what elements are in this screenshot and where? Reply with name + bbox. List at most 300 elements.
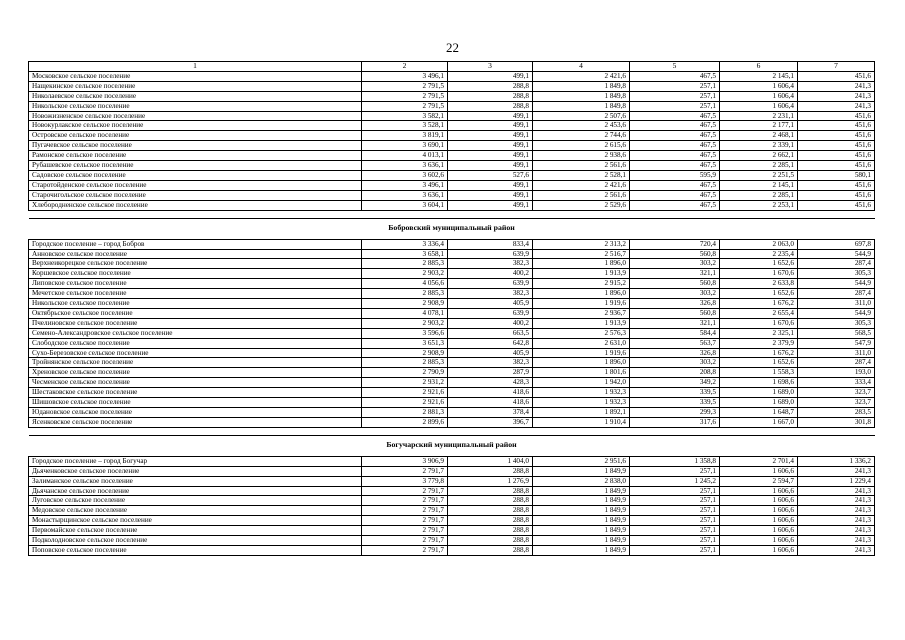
value-cell-col2: 3 596,6 xyxy=(362,328,448,338)
value-cell-col3: 288,8 xyxy=(448,526,533,536)
page-number: 22 xyxy=(446,40,459,55)
value-cell-col2: 2 791,7 xyxy=(362,496,448,506)
value-cell-col6: 2 468,1 xyxy=(720,131,798,141)
value-cell-col7: 451,6 xyxy=(798,190,875,200)
value-cell-col6: 1 689,0 xyxy=(720,398,798,408)
value-cell-col6: 2 235,4 xyxy=(720,249,798,259)
value-cell-col7: 544,9 xyxy=(798,279,875,289)
value-cell-col3: 1 276,9 xyxy=(448,476,533,486)
value-cell-col4: 2 838,0 xyxy=(533,476,630,486)
value-cell-col7: 568,5 xyxy=(798,328,875,338)
value-cell-col3: 288,8 xyxy=(448,506,533,516)
value-cell-col3: 428,3 xyxy=(448,378,533,388)
value-cell-col4: 1 849,8 xyxy=(533,91,630,101)
value-cell-col4: 2 936,7 xyxy=(533,308,630,318)
value-cell-col5: 303,2 xyxy=(630,358,720,368)
value-cell-col4: 1 942,0 xyxy=(533,378,630,388)
value-cell-col5: 339,5 xyxy=(630,388,720,398)
value-cell-col5: 349,2 xyxy=(630,378,720,388)
value-cell-col4: 1 849,9 xyxy=(533,466,630,476)
value-cell-col2: 4 056,6 xyxy=(362,279,448,289)
value-cell-col4: 2 421,6 xyxy=(533,71,630,81)
value-cell-col2: 2 908,9 xyxy=(362,348,448,358)
settlement-name: Рубашевское сельское поселение xyxy=(29,161,362,171)
settlement-name: Ясенковское сельское поселение xyxy=(29,417,362,427)
value-cell-col5: 299,3 xyxy=(630,408,720,418)
value-cell-col4: 1 932,3 xyxy=(533,398,630,408)
value-cell-col2: 2 790,9 xyxy=(362,368,448,378)
value-cell-col3: 396,7 xyxy=(448,417,533,427)
settlement-name: Хреновское сельское поселение xyxy=(29,368,362,378)
table-row xyxy=(29,318,875,328)
value-cell-col4: 1 919,6 xyxy=(533,348,630,358)
value-cell-col4: 1 849,9 xyxy=(533,496,630,506)
settlement-name: Верхнеикорецкое сельское поселение xyxy=(29,259,362,269)
value-cell-col7: 451,6 xyxy=(798,131,875,141)
value-cell-col3: 382,3 xyxy=(448,289,533,299)
value-cell-col7: 1 229,4 xyxy=(798,476,875,486)
value-cell-col3: 639,9 xyxy=(448,308,533,318)
value-cell-col6: 1 606,6 xyxy=(720,536,798,546)
value-cell-col4: 1 896,0 xyxy=(533,289,630,299)
value-cell-col3: 639,9 xyxy=(448,249,533,259)
value-cell-col4: 2 915,2 xyxy=(533,279,630,289)
settlement-name: Николаевское сельское поселение xyxy=(29,91,362,101)
value-cell-col5: 303,2 xyxy=(630,259,720,269)
value-cell-col5: 467,5 xyxy=(630,190,720,200)
value-cell-col4: 1 849,9 xyxy=(533,486,630,496)
value-cell-col2: 2 885,3 xyxy=(362,259,448,269)
value-cell-col7: 323,7 xyxy=(798,398,875,408)
settlement-name: Хлебородненское сельское поселение xyxy=(29,200,362,210)
table-body xyxy=(29,71,875,555)
table-row xyxy=(29,496,875,506)
value-cell-col2: 3 528,1 xyxy=(362,121,448,131)
value-cell-col3: 288,8 xyxy=(448,101,533,111)
value-cell-col6: 1 606,6 xyxy=(720,516,798,526)
value-cell-col2: 2 791,5 xyxy=(362,81,448,91)
value-cell-col7: 305,3 xyxy=(798,318,875,328)
value-cell-col3: 642,8 xyxy=(448,338,533,348)
settlement-name: Чесменское сельское поселение xyxy=(29,378,362,388)
value-cell-col6: 1 667,0 xyxy=(720,417,798,427)
value-cell-col5: 321,1 xyxy=(630,318,720,328)
value-cell-col2: 2 908,9 xyxy=(362,299,448,309)
value-cell-col4: 1 849,9 xyxy=(533,516,630,526)
value-cell-col4: 2 576,3 xyxy=(533,328,630,338)
settlement-name: Дьяченковское сельское поселение xyxy=(29,466,362,476)
value-cell-col4: 2 744,6 xyxy=(533,131,630,141)
value-cell-col3: 287,9 xyxy=(448,368,533,378)
value-cell-col2: 3 496,1 xyxy=(362,180,448,190)
value-cell-col4: 2 561,6 xyxy=(533,190,630,200)
value-cell-col2: 2 903,2 xyxy=(362,269,448,279)
value-cell-col2: 3 636,1 xyxy=(362,161,448,171)
settlement-name: Анновское сельское поселение xyxy=(29,249,362,259)
value-cell-col7: 241,3 xyxy=(798,506,875,516)
table-row xyxy=(29,131,875,141)
value-cell-col7: 287,4 xyxy=(798,358,875,368)
value-cell-col4: 2 951,6 xyxy=(533,456,630,466)
table-row xyxy=(29,239,875,249)
settlement-name: Островское сельское поселение xyxy=(29,131,362,141)
value-cell-col7: 547,9 xyxy=(798,338,875,348)
value-cell-col5: 339,5 xyxy=(630,398,720,408)
value-cell-col4: 2 615,6 xyxy=(533,141,630,151)
value-cell-col7: 287,4 xyxy=(798,259,875,269)
value-cell-col7: 451,6 xyxy=(798,200,875,210)
table-row xyxy=(29,328,875,338)
value-cell-col6: 1 606,6 xyxy=(720,526,798,536)
value-cell-col4: 1 849,9 xyxy=(533,545,630,555)
settlement-name: Московское сельское поселение xyxy=(29,71,362,81)
value-cell-col7: 301,8 xyxy=(798,417,875,427)
value-cell-col6: 2 145,1 xyxy=(720,71,798,81)
value-cell-col7: 697,8 xyxy=(798,239,875,249)
value-cell-col6: 2 251,5 xyxy=(720,170,798,180)
value-cell-col5: 257,1 xyxy=(630,536,720,546)
value-cell-col3: 499,1 xyxy=(448,161,533,171)
value-cell-col3: 499,1 xyxy=(448,180,533,190)
value-cell-col7: 323,7 xyxy=(798,388,875,398)
value-cell-col3: 1 404,0 xyxy=(448,456,533,466)
value-cell-col6: 2 379,9 xyxy=(720,338,798,348)
value-cell-col5: 326,8 xyxy=(630,299,720,309)
value-cell-col3: 499,1 xyxy=(448,111,533,121)
value-cell-col2: 2 885,3 xyxy=(362,289,448,299)
settlement-name: Октябрьское сельское поселение xyxy=(29,308,362,318)
value-cell-col7: 544,9 xyxy=(798,308,875,318)
value-cell-col7: 451,6 xyxy=(798,111,875,121)
value-cell-col5: 467,5 xyxy=(630,180,720,190)
value-cell-col5: 257,1 xyxy=(630,101,720,111)
value-cell-col3: 499,1 xyxy=(448,151,533,161)
value-cell-col2: 2 921,6 xyxy=(362,398,448,408)
column-header: 6 xyxy=(720,62,798,72)
column-header: 3 xyxy=(448,62,533,72)
value-cell-col5: 467,5 xyxy=(630,161,720,171)
value-cell-col5: 467,5 xyxy=(630,111,720,121)
value-cell-col6: 1 689,0 xyxy=(720,388,798,398)
table-row xyxy=(29,289,875,299)
value-cell-col6: 1 652,6 xyxy=(720,358,798,368)
value-cell-col6: 1 606,6 xyxy=(720,506,798,516)
value-cell-col7: 311,0 xyxy=(798,348,875,358)
district-heading-row xyxy=(29,435,875,456)
table-row xyxy=(29,368,875,378)
value-cell-col6: 1 670,6 xyxy=(720,269,798,279)
value-cell-col3: 499,1 xyxy=(448,190,533,200)
spacer-row xyxy=(29,427,875,435)
value-cell-col7: 241,3 xyxy=(798,516,875,526)
table-row xyxy=(29,388,875,398)
table-row xyxy=(29,121,875,131)
value-cell-col5: 257,1 xyxy=(630,516,720,526)
value-cell-col2: 3 819,1 xyxy=(362,131,448,141)
value-cell-col2: 3 602,6 xyxy=(362,170,448,180)
value-cell-col7: 305,3 xyxy=(798,269,875,279)
value-cell-col5: 467,5 xyxy=(630,131,720,141)
value-cell-col6: 1 606,4 xyxy=(720,91,798,101)
settlement-name: Залиманское сельское поселение xyxy=(29,476,362,486)
settlement-name: Медовское сельское поселение xyxy=(29,506,362,516)
value-cell-col5: 563,7 xyxy=(630,338,720,348)
settlement-name: Нащекинское сельское поселение xyxy=(29,81,362,91)
value-cell-col7: 241,3 xyxy=(798,496,875,506)
value-cell-col3: 405,9 xyxy=(448,348,533,358)
settlement-name: Коршевское сельское поселение xyxy=(29,269,362,279)
value-cell-col3: 663,5 xyxy=(448,328,533,338)
value-cell-col4: 1 849,9 xyxy=(533,526,630,536)
value-cell-col6: 2 253,1 xyxy=(720,200,798,210)
value-cell-col4: 1 913,9 xyxy=(533,269,630,279)
value-cell-col5: 326,8 xyxy=(630,348,720,358)
value-cell-col2: 2 881,3 xyxy=(362,408,448,418)
settlement-name: Никольское сельское поселение xyxy=(29,101,362,111)
value-cell-col6: 1 606,6 xyxy=(720,486,798,496)
settlement-name: Луговское сельское поселение xyxy=(29,496,362,506)
district-heading: Богучарский муниципальный район xyxy=(29,435,875,456)
value-cell-col6: 2 339,1 xyxy=(720,141,798,151)
table-row xyxy=(29,71,875,81)
value-cell-col6: 2 231,1 xyxy=(720,111,798,121)
value-cell-col4: 2 313,2 xyxy=(533,239,630,249)
value-cell-col4: 1 892,1 xyxy=(533,408,630,418)
value-cell-col7: 241,3 xyxy=(798,466,875,476)
table-row xyxy=(29,249,875,259)
district-heading-row xyxy=(29,218,875,239)
value-cell-col5: 257,1 xyxy=(630,526,720,536)
value-cell-col7: 580,1 xyxy=(798,170,875,180)
column-header: 2 xyxy=(362,62,448,72)
value-cell-col6: 1 648,7 xyxy=(720,408,798,418)
value-cell-col4: 1 849,9 xyxy=(533,506,630,516)
value-cell-col5: 208,8 xyxy=(630,368,720,378)
settlement-name: Тройнянское сельское поселение xyxy=(29,358,362,368)
value-cell-col7: 241,3 xyxy=(798,545,875,555)
value-cell-col2: 3 604,1 xyxy=(362,200,448,210)
value-cell-col5: 467,5 xyxy=(630,121,720,131)
value-cell-col6: 1 670,6 xyxy=(720,318,798,328)
value-cell-col5: 321,1 xyxy=(630,269,720,279)
value-cell-col4: 2 631,0 xyxy=(533,338,630,348)
value-cell-col5: 595,9 xyxy=(630,170,720,180)
value-cell-col6: 1 606,6 xyxy=(720,496,798,506)
settlement-name: Шестаковское сельское поселение xyxy=(29,388,362,398)
value-cell-col7: 451,6 xyxy=(798,71,875,81)
table-row xyxy=(29,536,875,546)
value-cell-col4: 2 529,6 xyxy=(533,200,630,210)
header-row xyxy=(29,62,875,72)
table-row xyxy=(29,545,875,555)
settlement-name: Подколодновское сельское поселение xyxy=(29,536,362,546)
value-cell-col2: 2 899,6 xyxy=(362,417,448,427)
settlement-name: Дьячанское сельское поселение xyxy=(29,486,362,496)
value-cell-col4: 1 910,4 xyxy=(533,417,630,427)
value-cell-col4: 2 453,6 xyxy=(533,121,630,131)
table-row xyxy=(29,516,875,526)
value-cell-col6: 2 285,1 xyxy=(720,161,798,171)
value-cell-col2: 3 496,1 xyxy=(362,71,448,81)
value-cell-col4: 1 801,6 xyxy=(533,368,630,378)
value-cell-col3: 288,8 xyxy=(448,91,533,101)
value-cell-col6: 2 594,7 xyxy=(720,476,798,486)
value-cell-col5: 467,5 xyxy=(630,151,720,161)
value-cell-col5: 257,1 xyxy=(630,496,720,506)
value-cell-col5: 560,8 xyxy=(630,279,720,289)
table-row xyxy=(29,170,875,180)
column-header: 5 xyxy=(630,62,720,72)
value-cell-col5: 467,5 xyxy=(630,200,720,210)
value-cell-col6: 2 325,1 xyxy=(720,328,798,338)
table-row xyxy=(29,259,875,269)
settlement-name: Мечетское сельское поселение xyxy=(29,289,362,299)
settlement-name: Старочигольское сельское поселение xyxy=(29,190,362,200)
table-row xyxy=(29,279,875,289)
value-cell-col2: 2 921,6 xyxy=(362,388,448,398)
value-cell-col2: 3 336,4 xyxy=(362,239,448,249)
value-cell-col4: 2 528,1 xyxy=(533,170,630,180)
value-cell-col4: 1 849,9 xyxy=(533,536,630,546)
value-cell-col6: 1 606,6 xyxy=(720,466,798,476)
value-cell-col3: 405,9 xyxy=(448,299,533,309)
value-cell-col2: 4 013,1 xyxy=(362,151,448,161)
value-cell-col5: 1 358,8 xyxy=(630,456,720,466)
table-row xyxy=(29,190,875,200)
value-cell-col5: 257,1 xyxy=(630,81,720,91)
settlement-name: Первомайское сельское поселение xyxy=(29,526,362,536)
value-cell-col6: 2 633,8 xyxy=(720,279,798,289)
value-cell-col6: 1 652,6 xyxy=(720,259,798,269)
settlement-name: Садовское сельское поселение xyxy=(29,170,362,180)
district-heading: Бобровский муниципальный район xyxy=(29,218,875,239)
table-row xyxy=(29,81,875,91)
value-cell-col4: 1 932,3 xyxy=(533,388,630,398)
value-cell-col5: 257,1 xyxy=(630,486,720,496)
settlement-name: Никольское сельское поселение xyxy=(29,299,362,309)
value-cell-col5: 560,8 xyxy=(630,308,720,318)
settlement-name: Старотойденское сельское поселение xyxy=(29,180,362,190)
table-row xyxy=(29,348,875,358)
value-cell-col6: 1 606,4 xyxy=(720,101,798,111)
value-cell-col3: 639,9 xyxy=(448,279,533,289)
table-row xyxy=(29,91,875,101)
value-cell-col7: 241,3 xyxy=(798,101,875,111)
value-cell-col5: 560,8 xyxy=(630,249,720,259)
value-cell-col6: 2 662,1 xyxy=(720,151,798,161)
value-cell-col7: 241,3 xyxy=(798,91,875,101)
value-cell-col6: 1 652,6 xyxy=(720,289,798,299)
value-cell-col3: 288,8 xyxy=(448,486,533,496)
table-row xyxy=(29,456,875,466)
value-cell-col4: 2 516,7 xyxy=(533,249,630,259)
value-cell-col7: 451,6 xyxy=(798,141,875,151)
value-cell-col5: 467,5 xyxy=(630,71,720,81)
value-cell-col2: 2 791,7 xyxy=(362,536,448,546)
value-cell-col2: 3 658,1 xyxy=(362,249,448,259)
settlement-name: Новожизненское сельское поселение xyxy=(29,111,362,121)
value-cell-col3: 499,1 xyxy=(448,71,533,81)
value-cell-col3: 418,6 xyxy=(448,388,533,398)
column-header: 4 xyxy=(533,62,630,72)
value-cell-col3: 499,1 xyxy=(448,131,533,141)
value-cell-col3: 288,8 xyxy=(448,81,533,91)
value-cell-col3: 400,2 xyxy=(448,318,533,328)
value-cell-col2: 2 791,5 xyxy=(362,101,448,111)
value-cell-col3: 499,1 xyxy=(448,200,533,210)
value-cell-col6: 2 701,4 xyxy=(720,456,798,466)
table-row xyxy=(29,200,875,210)
table-row xyxy=(29,180,875,190)
settlement-name: Шишовское сельское поселение xyxy=(29,398,362,408)
value-cell-col7: 311,0 xyxy=(798,299,875,309)
value-cell-col3: 499,1 xyxy=(448,121,533,131)
table-row xyxy=(29,269,875,279)
settlement-name: Городское поселение – город Богучар xyxy=(29,456,362,466)
value-cell-col3: 418,6 xyxy=(448,398,533,408)
settlement-name: Пчелиновское сельское поселение xyxy=(29,318,362,328)
spacer-cell xyxy=(29,427,875,435)
value-cell-col3: 288,8 xyxy=(448,466,533,476)
table-row xyxy=(29,299,875,309)
value-cell-col2: 2 791,7 xyxy=(362,516,448,526)
column-header: 1 xyxy=(29,62,362,72)
spacer-cell xyxy=(29,210,875,218)
value-cell-col2: 4 078,1 xyxy=(362,308,448,318)
value-cell-col2: 2 931,2 xyxy=(362,378,448,388)
table-row xyxy=(29,161,875,171)
value-cell-col7: 241,3 xyxy=(798,486,875,496)
settlement-name: Семено-Александровское сельское поселение xyxy=(29,328,362,338)
table-row xyxy=(29,398,875,408)
table-row xyxy=(29,417,875,427)
value-cell-col3: 833,4 xyxy=(448,239,533,249)
table-row xyxy=(29,358,875,368)
value-cell-col2: 2 791,7 xyxy=(362,526,448,536)
value-cell-col5: 257,1 xyxy=(630,466,720,476)
spacer-row xyxy=(29,210,875,218)
value-cell-col4: 1 896,0 xyxy=(533,259,630,269)
table-row xyxy=(29,486,875,496)
table-row xyxy=(29,141,875,151)
table-row xyxy=(29,101,875,111)
settlement-name: Слободское сельское поселение xyxy=(29,338,362,348)
value-cell-col7: 451,6 xyxy=(798,121,875,131)
value-cell-col7: 451,6 xyxy=(798,180,875,190)
value-cell-col2: 3 906,9 xyxy=(362,456,448,466)
value-cell-col2: 3 636,1 xyxy=(362,190,448,200)
value-cell-col6: 2 177,1 xyxy=(720,121,798,131)
value-cell-col4: 2 938,6 xyxy=(533,151,630,161)
value-cell-col5: 584,4 xyxy=(630,328,720,338)
value-cell-col3: 288,8 xyxy=(448,516,533,526)
value-cell-col2: 3 779,8 xyxy=(362,476,448,486)
value-cell-col2: 2 791,7 xyxy=(362,466,448,476)
value-cell-col4: 2 421,6 xyxy=(533,180,630,190)
value-cell-col2: 3 651,3 xyxy=(362,338,448,348)
value-cell-col2: 3 582,1 xyxy=(362,111,448,121)
value-cell-col4: 1 919,6 xyxy=(533,299,630,309)
settlement-name: Новокурлакское сельское поселение xyxy=(29,121,362,131)
value-cell-col5: 257,1 xyxy=(630,91,720,101)
value-cell-col5: 303,2 xyxy=(630,289,720,299)
table-row xyxy=(29,338,875,348)
value-cell-col2: 2 791,5 xyxy=(362,91,448,101)
settlement-name: Липовское сельское поселение xyxy=(29,279,362,289)
value-cell-col7: 333,4 xyxy=(798,378,875,388)
value-cell-col3: 288,8 xyxy=(448,545,533,555)
value-cell-col3: 288,8 xyxy=(448,496,533,506)
